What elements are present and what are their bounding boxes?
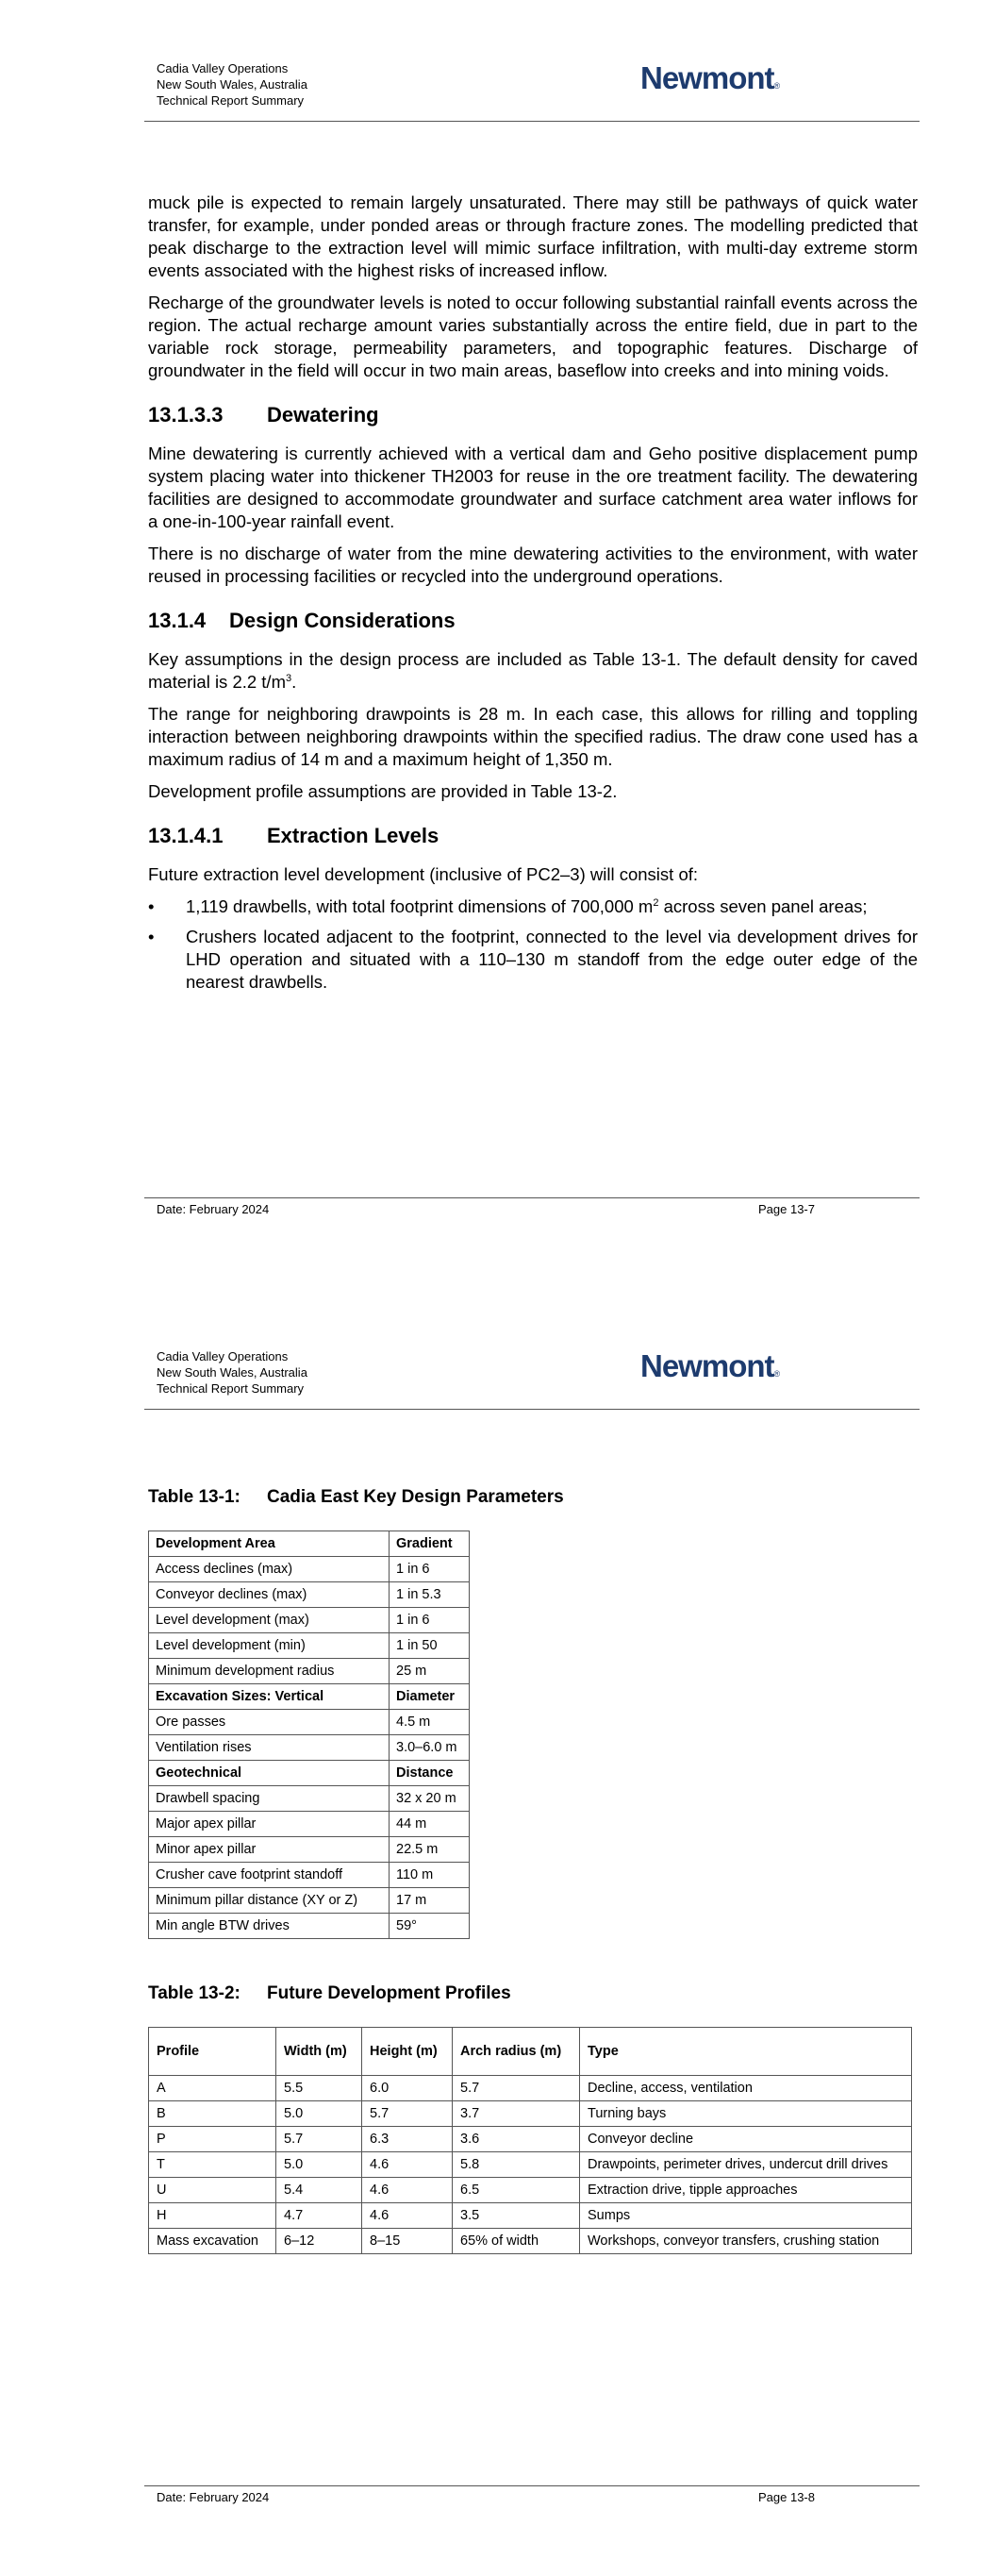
table-row	[149, 1837, 470, 1863]
footer-page-number: Page 13-8	[758, 2490, 815, 2504]
table-row	[149, 1786, 470, 1812]
header-divider	[144, 121, 920, 122]
value-cell: 3.0–6.0 m	[390, 1735, 470, 1761]
page-13-8	[0, 1288, 995, 2576]
table-row	[149, 1582, 470, 1608]
parameter-cell: Drawbell spacing	[149, 1786, 390, 1812]
table-cell: 6–12	[276, 2229, 362, 2254]
table-row	[149, 2076, 912, 2101]
parameter-cell: Ore passes	[149, 1710, 390, 1735]
page-body	[148, 192, 918, 1001]
table-row	[149, 1710, 470, 1735]
section-heading-extraction: 13.1.4.1 Extraction Levels	[148, 824, 439, 847]
table-row	[149, 2229, 912, 2254]
paragraph: There is no discharge of water from the mine dewatering activities to the environment, with water reused in processing facilities or recycled into the underground operations.	[148, 544, 918, 586]
table-cell: 5.0	[276, 2101, 362, 2127]
parameter-cell: Minimum pillar distance (XY or Z)	[149, 1888, 390, 1914]
table-cell: 4.6	[362, 2203, 453, 2229]
table-cell: 5.7	[362, 2101, 453, 2127]
bullet-list	[148, 895, 918, 994]
value-cell: Distance	[390, 1761, 470, 1786]
table-cell: 5.5	[276, 2076, 362, 2101]
paragraph: Mine dewatering is currently achieved with a vertical dam and Geho positive displacement pump system placing water into thickener TH2003 for reuse in the ore treatment facility. The dewatering facilities are designed to accommodate groundwater and surface catchment area water inflows for a one-in-100-year rainfall event.	[148, 443, 918, 531]
paragraph: Key assumptions in the design process are included as Table 13-1. The default density for caved material is 2.2 $t/m^3$.	[148, 649, 918, 692]
design-parameters-table	[148, 1531, 470, 1939]
table-row	[149, 1812, 470, 1837]
value-cell: 17 m	[390, 1888, 470, 1914]
parameter-cell: Access declines (max)	[149, 1557, 390, 1582]
table-cell: P	[149, 2127, 276, 2152]
newmont-logo	[638, 1350, 813, 1384]
table-cell: H	[149, 2203, 276, 2229]
table-cell: Conveyor decline	[580, 2127, 912, 2152]
parameter-cell: Crusher cave footprint standoff	[149, 1863, 390, 1888]
table-13-1-caption: Table 13-1: Cadia East Key Design Parameters	[148, 1487, 564, 1507]
header-line-1: Cadia Valley Operations	[157, 61, 289, 75]
footer-date: Date: February 2024	[157, 2490, 270, 2504]
table-cell: Turning bays	[580, 2101, 912, 2127]
table-row	[149, 1735, 470, 1761]
table-cell: T	[149, 2152, 276, 2178]
value-cell: 22.5 m	[390, 1837, 470, 1863]
value-cell: 32 x 20 m	[390, 1786, 470, 1812]
section-heading-dewatering: 13.1.3.3 Dewatering	[148, 403, 379, 427]
header-line-3: Technical Report Summary	[157, 1381, 305, 1396]
table-cell: 3.7	[453, 2101, 580, 2127]
footer-page-number: Page 13-7	[758, 1202, 815, 1216]
list-item: • 1,119 drawbells, with total footprint dimensions of 700,000 $m^2$ across seven panel areas;	[148, 895, 918, 918]
table-group-header-row	[149, 1684, 470, 1710]
parameter-cell: Development Area	[149, 1531, 390, 1557]
table-row	[149, 1914, 470, 1939]
table-row	[149, 1633, 470, 1659]
column-header: Profile	[149, 2028, 276, 2076]
column-header: Width (m)	[276, 2028, 362, 2076]
header-line-2: New South Wales, Australia	[157, 1365, 307, 1380]
parameter-cell: Min angle BTW drives	[149, 1914, 390, 1939]
column-header: Height (m)	[362, 2028, 453, 2076]
table-13-2-caption: Table 13-2: Future Development Profiles	[148, 1983, 511, 2003]
table-row	[149, 2152, 912, 2178]
table-cell: 5.0	[276, 2152, 362, 2178]
table-cell: A	[149, 2076, 276, 2101]
list-item: • Crushers located adjacent to the footprint, connected to the level via development drives for LHD operation and situated with a 110–130 m standoff from the edge outer edge of the nearest drawbells.	[148, 926, 918, 994]
paragraph: Development profile assumptions are provided in Table 13-2.	[148, 781, 618, 801]
table-cell: 5.7	[453, 2076, 580, 2101]
table-cell: 4.6	[362, 2152, 453, 2178]
table-group-header-row	[149, 1761, 470, 1786]
value-cell: 59°	[390, 1914, 470, 1939]
column-header: Type	[580, 2028, 912, 2076]
table-cell: Extraction drive, tipple approaches	[580, 2178, 912, 2203]
table-row	[149, 2178, 912, 2203]
table-row	[149, 1863, 470, 1888]
value-cell: 1 in 6	[390, 1608, 470, 1633]
header-line-1: Cadia Valley Operations	[157, 1349, 289, 1363]
table-cell: 5.7	[276, 2127, 362, 2152]
table-row	[149, 2101, 912, 2127]
parameter-cell: Ventilation rises	[149, 1735, 390, 1761]
footer-divider	[144, 2485, 920, 2486]
value-cell: 1 in 5.3	[390, 1582, 470, 1608]
parameter-cell: Level development (max)	[149, 1608, 390, 1633]
value-cell: Gradient	[390, 1531, 470, 1557]
value-cell: 110 m	[390, 1863, 470, 1888]
table-cell: 5.4	[276, 2178, 362, 2203]
value-cell: Diameter	[390, 1684, 470, 1710]
header-divider	[144, 1409, 920, 1410]
table-cell: 6.3	[362, 2127, 453, 2152]
table-cell: 5.8	[453, 2152, 580, 2178]
value-cell: 1 in 50	[390, 1633, 470, 1659]
table-cell: 4.6	[362, 2178, 453, 2203]
paragraph: The range for neighboring drawpoints is 28 m. In each case, this allows for rilling and toppling interaction between neighboring drawpoints within the specified radius. The draw cone used has a maximum radius of 14 m and a maximum height of 1,350 m.	[148, 704, 918, 769]
logo-wordmark: Newmont®	[640, 1348, 781, 1383]
newmont-logo	[638, 62, 813, 96]
table-cell: Mass excavation	[149, 2229, 276, 2254]
table-cell: 6.5	[453, 2178, 580, 2203]
parameter-cell: Minimum development radius	[149, 1659, 390, 1684]
section-heading-design: 13.1.4 Design Considerations	[148, 609, 456, 632]
report-header	[157, 1348, 307, 1397]
footer-divider	[144, 1197, 920, 1198]
table-cell: 3.5	[453, 2203, 580, 2229]
table-row	[149, 1557, 470, 1582]
parameter-cell: Level development (min)	[149, 1633, 390, 1659]
value-cell: 1 in 6	[390, 1557, 470, 1582]
paragraph: muck pile is expected to remain largely unsaturated. There may still be pathways of quick water transfer, for example, under ponded areas or through fracture zones. The modelling predicted that peak discharge to the extraction level will mimic surface infiltration, with multi-day extreme storm events associated with the highest risks of increased inflow.	[148, 192, 918, 280]
parameter-cell: Conveyor declines (max)	[149, 1582, 390, 1608]
logo-wordmark: Newmont®	[640, 60, 781, 95]
paragraph: Recharge of the groundwater levels is noted to occur following substantial rainfall events across the region. The actual recharge amount varies substantially across the entire field, due in part to the variable rock storage, permeability parameters, and topographic features. Discharge of groundwater in the field will occur in two main areas, baseflow into creeks and into mining voids.	[148, 293, 918, 380]
paragraph: Future extraction level development (inclusive of PC2–3) will consist of:	[148, 864, 699, 884]
parameter-cell: Geotechnical	[149, 1761, 390, 1786]
value-cell: 44 m	[390, 1812, 470, 1837]
table-row	[149, 2203, 912, 2229]
parameter-cell: Excavation Sizes: Vertical	[149, 1684, 390, 1710]
table-cell: Decline, access, ventilation	[580, 2076, 912, 2101]
table-cell: 3.6	[453, 2127, 580, 2152]
development-profiles-table	[148, 2027, 912, 2254]
table-cell: 6.0	[362, 2076, 453, 2101]
table-cell: U	[149, 2178, 276, 2203]
table-row	[149, 1888, 470, 1914]
footer-date: Date: February 2024	[157, 1202, 270, 1216]
table-cell: B	[149, 2101, 276, 2127]
table-group-header-row	[149, 1531, 470, 1557]
table-cell: Sumps	[580, 2203, 912, 2229]
value-cell: 25 m	[390, 1659, 470, 1684]
table-row	[149, 2127, 912, 2152]
header-line-2: New South Wales, Australia	[157, 77, 307, 92]
value-cell: 4.5 m	[390, 1710, 470, 1735]
table-cell: Drawpoints, perimeter drives, undercut drill drives	[580, 2152, 912, 2178]
table-cell: 8–15	[362, 2229, 453, 2254]
header-line-3: Technical Report Summary	[157, 93, 305, 108]
table-cell: Workshops, conveyor transfers, crushing station	[580, 2229, 912, 2254]
table-row	[149, 1608, 470, 1633]
report-header	[157, 60, 307, 109]
table-cell: 4.7	[276, 2203, 362, 2229]
parameter-cell: Minor apex pillar	[149, 1837, 390, 1863]
table-cell: 65% of width	[453, 2229, 580, 2254]
parameter-cell: Major apex pillar	[149, 1812, 390, 1837]
table-header-row	[149, 2028, 912, 2076]
table-row	[149, 1659, 470, 1684]
column-header: Arch radius (m)	[453, 2028, 580, 2076]
